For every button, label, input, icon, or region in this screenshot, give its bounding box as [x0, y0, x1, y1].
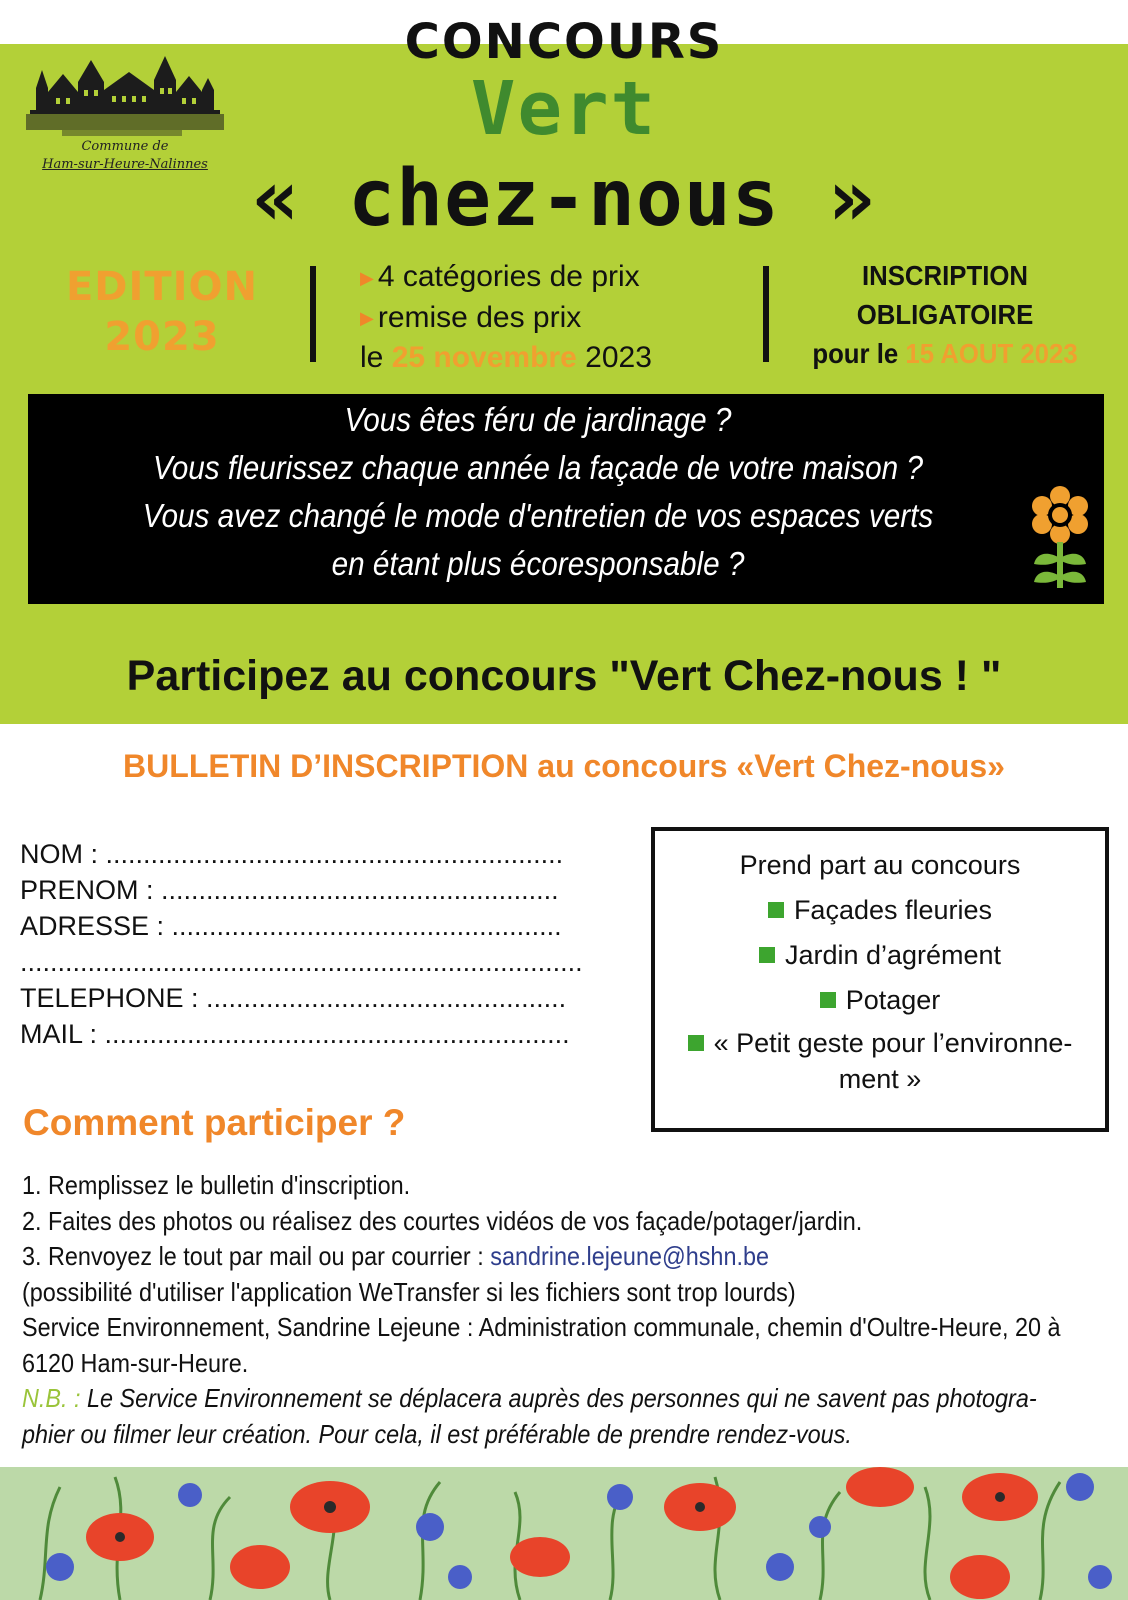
- nb-line2: phier ou filmer leur création. Pour cela, il est préférable de prendre rendez-vous.: [22, 1418, 852, 1449]
- category-jardin: Jardin d’agrément: [784, 940, 1002, 970]
- prizes-item1: 4 catégories de prix: [377, 260, 640, 293]
- inscription-line1: INSCRIPTION: [861, 260, 1029, 291]
- categories-box: [651, 827, 1109, 1132]
- wildflowers-banner-image: [0, 1467, 1128, 1600]
- step-2: 2. Faites des photos ou réalisez des courtes vidéos de vos façade/potager/jardin.: [22, 1205, 863, 1236]
- divider-right: [763, 266, 769, 362]
- question-3: Vous avez changé le mode d'entretien de vos espaces verts: [142, 497, 934, 534]
- edition-line1: EDITION: [65, 264, 259, 310]
- category-petit-geste-l2: ment »: [838, 1064, 922, 1094]
- participez-heading: Participez au concours "Vert Chez-nous ! ": [126, 652, 1002, 700]
- address-line1: Service Environnement, Sandrine Lejeune : Administration communale, chemin d'Oultre-Heure, 20 à: [22, 1312, 1061, 1342]
- category-potager: Potager: [845, 985, 941, 1015]
- contact-email-link[interactable]: sandrine.lejeune@hshn.be: [490, 1241, 769, 1271]
- prenom-field[interactable]: PRENOM : .....................................................: [20, 875, 559, 905]
- wetransfer-note: (possibilité d'utiliser l'application WeTransfer si les fichiers sont trop lourds): [22, 1276, 796, 1307]
- title-chez-nous: « chez-nous »: [252, 154, 876, 244]
- prizes-date-year: 2023: [585, 341, 652, 375]
- divider-left: [310, 266, 316, 362]
- inscription-line2: OBLIGATOIRE: [856, 299, 1034, 330]
- flower-icon: [1024, 480, 1096, 592]
- nb-label: N.B. :: [22, 1383, 81, 1413]
- edition-label: [62, 262, 262, 362]
- checkbox-facades[interactable]: [768, 902, 784, 918]
- mail-field[interactable]: MAIL : ..............................................................: [20, 1019, 570, 1049]
- question-2: Vous fleurissez chaque année la façade de votre maison ?: [153, 449, 923, 486]
- bulletin-title: BULLETIN D’INSCRIPTION au concours «Vert Chez-nous»: [123, 748, 1005, 784]
- registration-form: [20, 836, 630, 1052]
- prizes-info: [360, 257, 750, 377]
- nom-field[interactable]: NOM : .............................................................: [20, 839, 564, 869]
- arrow-right-icon: ▶: [360, 267, 374, 288]
- category-petit-geste-l1: « Petit geste pour l’environne-: [713, 1028, 1073, 1058]
- step-3-prefix: 3. Renvoyez le tout par mail ou par courrier :: [22, 1241, 484, 1271]
- logo-caption-line1: Commune de: [81, 139, 169, 154]
- questions-box: [28, 394, 1104, 604]
- prizes-date-highlight: 25 novembre: [391, 341, 577, 375]
- checkbox-jardin[interactable]: [759, 947, 775, 963]
- title-vert: Vert: [470, 66, 658, 152]
- how-to-steps: [22, 1168, 1112, 1452]
- checkbox-potager[interactable]: [820, 992, 836, 1008]
- prizes-date-prefix: le: [360, 341, 384, 375]
- telephone-field[interactable]: TELEPHONE : ................................................: [20, 983, 567, 1013]
- logo-caption: [22, 138, 228, 174]
- question-1: Vous êtes féru de jardinage ?: [344, 401, 732, 438]
- title-concours: CONCOURS: [404, 14, 724, 70]
- logo-caption-line2: Ham-sur-Heure-Nalinnes: [42, 157, 208, 172]
- inscription-deadline: 15 AOUT 2023: [905, 338, 1078, 369]
- step-1: 1. Remplissez le bulletin d'inscription.: [22, 1170, 411, 1200]
- question-4: en étant plus écoresponsable ?: [331, 545, 745, 582]
- category-facades: Façades fleuries: [793, 895, 993, 925]
- address-line2: 6120 Ham-sur-Heure.: [22, 1347, 249, 1378]
- inscription-line3-prefix: pour le: [812, 338, 899, 369]
- checkbox-petit-geste[interactable]: [688, 1035, 704, 1051]
- categories-title: Prend part au concours: [739, 850, 1021, 880]
- edition-line2: 2023: [104, 314, 220, 360]
- how-to-title: Comment participer ?: [23, 1102, 406, 1143]
- nb-line1: Le Service Environnement se déplacera auprès des personnes qui ne savent pas photogra-: [87, 1383, 1037, 1413]
- arrow-right-icon: ▶: [360, 308, 374, 329]
- adresse-field-line2[interactable]: ...........................................................................: [20, 947, 583, 977]
- inscription-notice: [802, 256, 1087, 373]
- prizes-item2: remise des prix: [377, 300, 582, 334]
- adresse-field[interactable]: ADRESSE : ....................................................: [20, 911, 562, 941]
